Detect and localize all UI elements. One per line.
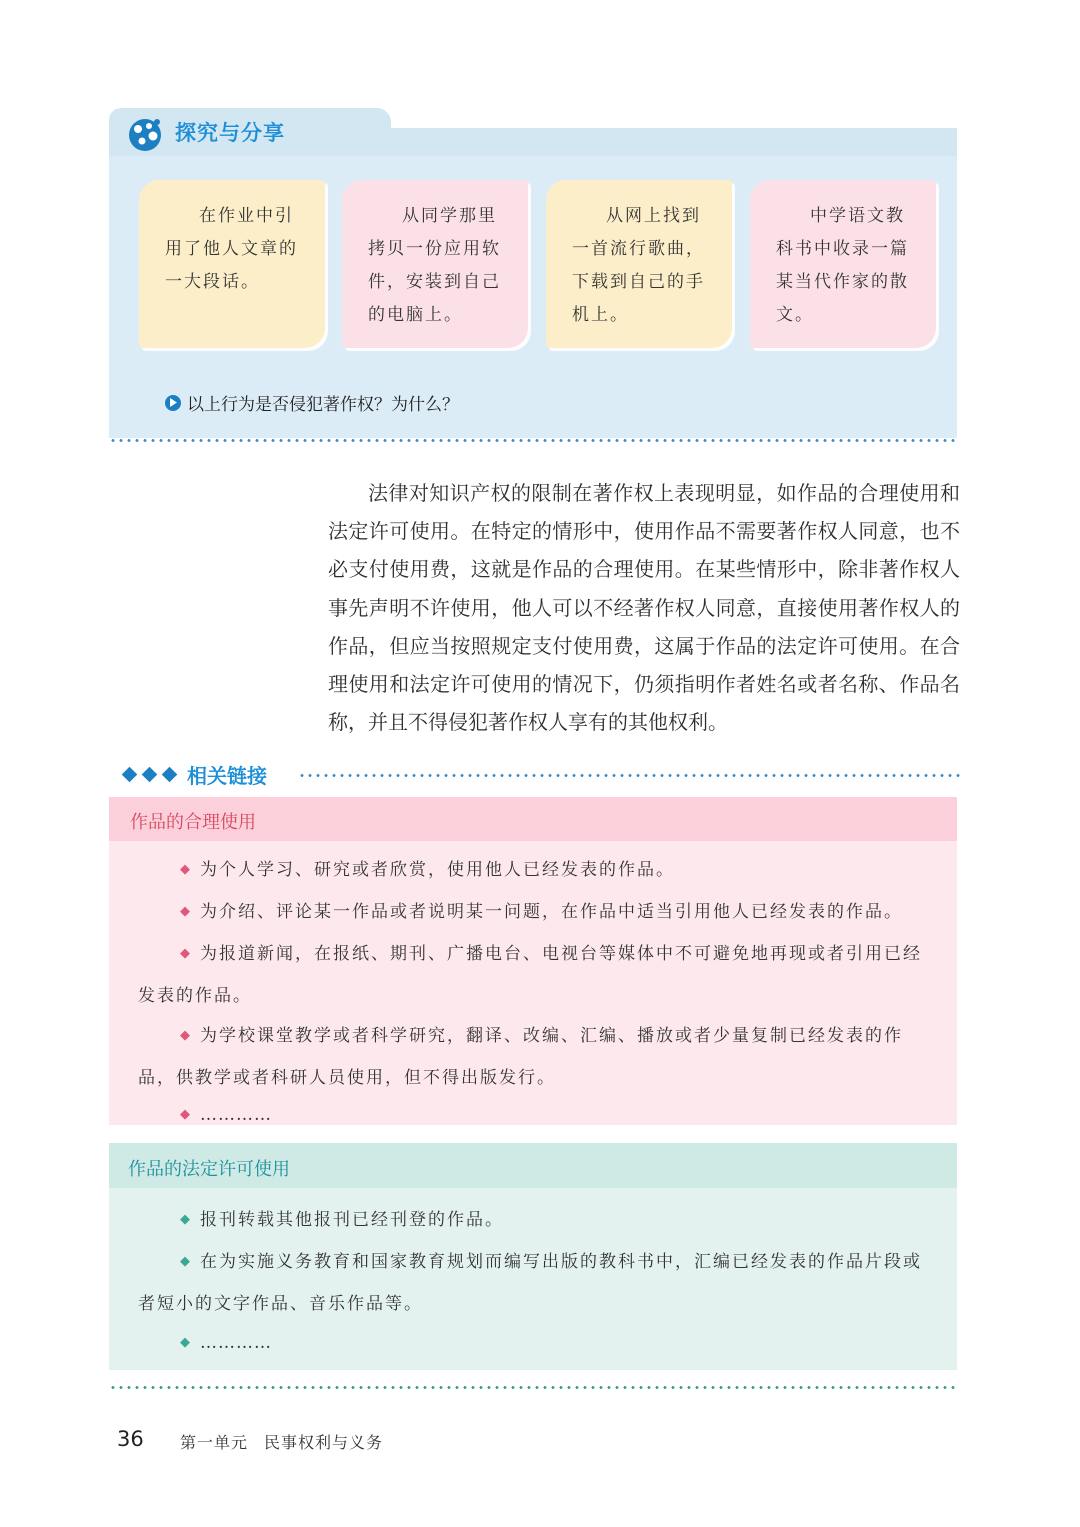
scenario-card-text: 从网上找到一首流行歌曲，下载到自己的手机上。 <box>572 206 705 325</box>
diamond-bullet-icon: ◆ <box>180 1212 192 1227</box>
section-divider <box>109 439 959 442</box>
scenario-card-3 <box>546 180 732 348</box>
diamond-icons <box>122 769 177 780</box>
scenario-card-text: 在作业中引用了他人文章的一大段话。 <box>165 206 298 292</box>
list-item: ◆ 报刊转载其他报刊已经刊登的作品。 <box>180 1210 504 1230</box>
discussion-question <box>165 390 459 415</box>
fair-use-title: 作品的合理使用 <box>130 812 256 833</box>
list-item: ◆ 在为实施义务教育和国家教育规划而编写出版的教科书中，汇编已经发表的作品片段或者短小的文字作品、音乐作品等。 <box>138 1252 922 1314</box>
diamond-bullet-icon: ◆ <box>180 862 192 877</box>
footer-unit-title: 民事权利与义务 <box>264 1433 384 1452</box>
scenario-card-4 <box>750 180 936 348</box>
bottom-divider <box>109 1386 959 1389</box>
diamond-bullet-icon: ◆ <box>180 1028 192 1043</box>
explore-title: 探究与分享 <box>175 121 285 145</box>
related-links-header <box>122 760 267 789</box>
list-item: ◆ 为个人学习、研究或者欣赏，使用他人已经发表的作品。 <box>180 860 675 880</box>
explore-icon <box>125 114 165 154</box>
diamond-icon <box>122 767 138 783</box>
diamond-bullet-icon: ◆ <box>180 1335 192 1350</box>
question-text: 以上行为是否侵犯著作权？为什么？ <box>187 395 459 415</box>
diamond-icon <box>142 767 158 783</box>
scenario-card-text: 中学语文教科书中收录一篇某当代作家的散文。 <box>776 206 909 325</box>
main-paragraph <box>328 474 960 741</box>
fair-use-list <box>138 850 933 1134</box>
diamond-icon <box>162 767 178 783</box>
statutory-license-list <box>138 1200 933 1364</box>
footer-chapter <box>180 1430 399 1453</box>
related-links-divider <box>298 774 962 777</box>
list-item: ◆ ………… <box>180 1333 272 1353</box>
diamond-bullet-icon: ◆ <box>180 1107 192 1122</box>
list-item: ◆ 为介绍、评论某一作品或者说明某一问题，在作品中适当引用他人已经发表的作品。 <box>180 902 903 922</box>
list-item: ◆ ………… <box>180 1105 272 1125</box>
diamond-bullet-icon: ◆ <box>180 904 192 919</box>
scenario-card-2 <box>342 180 528 348</box>
related-links-title: 相关链接 <box>187 764 267 788</box>
list-item: ◆ 为学校课堂教学或者科学研究，翻译、改编、汇编、播放或者少量复制已经发表的作品，供教学或者科研人员使用，但不得出版发行。 <box>138 1026 903 1088</box>
diamond-bullet-icon: ◆ <box>180 1254 192 1269</box>
paragraph-text: 法律对知识产权的限制在著作权上表现明显，如作品的合理使用和法定许可使用。在特定的情形中，使用作品不需要著作权人同意，也不必支付使用费，这就是作品的合理使用。在某些情形中，除非著作权人事先声明不许使用，他人可以不经著作权人同意，直接使用著作权人的作品，但应当按照规定支付使用费，这属于作品的法定许可使用。在合理使用和法定许可使用的情况下，仍须指明作者姓名或者名称、作品名称，并且不得侵犯著作权人享有的其他权利。 <box>328 481 960 735</box>
diamond-bullet-icon: ◆ <box>180 946 192 961</box>
arrow-circle-icon <box>165 395 181 411</box>
scenario-card-1 <box>139 180 325 348</box>
page-number: 36 <box>117 1427 144 1451</box>
footer-unit: 第一单元 <box>180 1433 249 1452</box>
statutory-license-title: 作品的法定许可使用 <box>128 1159 290 1180</box>
list-item: ◆ 为报道新闻，在报纸、期刊、广播电台、电视台等媒体中不可避免地再现或者引用已经发表的作品。 <box>138 944 922 1006</box>
scenario-card-text: 从同学那里拷贝一份应用软件，安装到自己的电脑上。 <box>368 206 501 325</box>
